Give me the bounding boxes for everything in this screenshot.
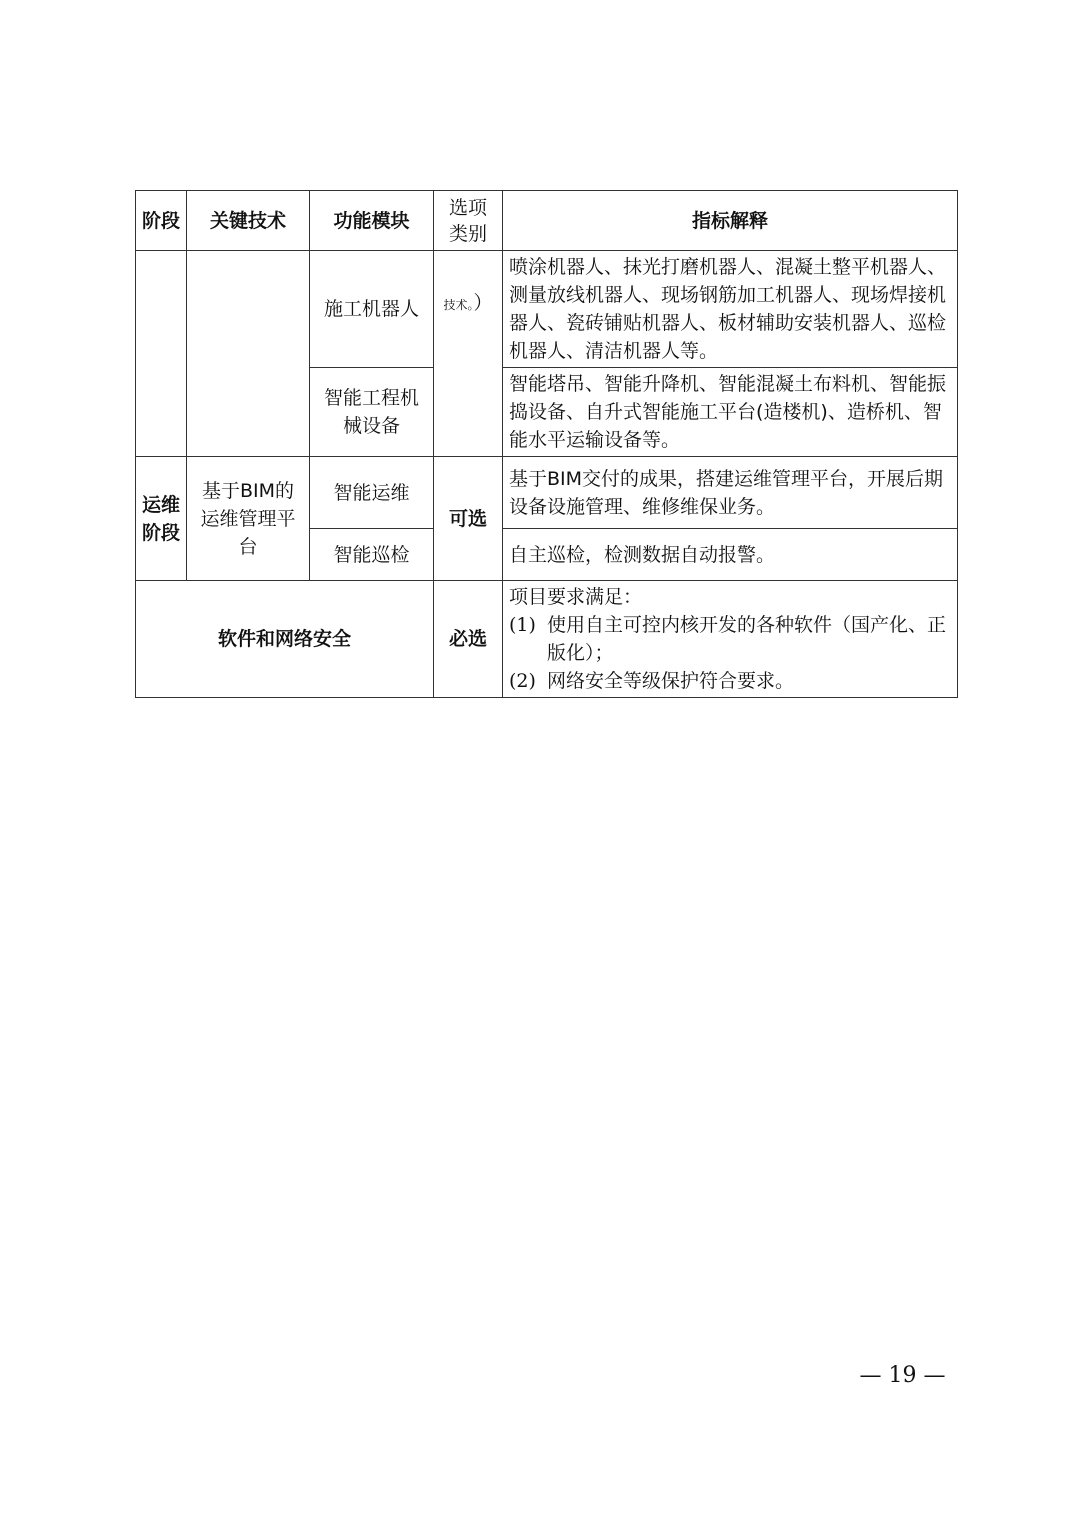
list-item-text: 网络安全等级保护符合要求。 bbox=[547, 670, 795, 692]
security-label: 软件和网络安全 bbox=[136, 581, 434, 698]
option-paren: ） bbox=[473, 292, 493, 314]
option-om: 可选 bbox=[434, 457, 503, 581]
explanation-om-2: 自主巡检，检测数据自动报警。 bbox=[503, 529, 958, 581]
module-robot: 施工机器人 bbox=[310, 251, 434, 368]
key-tech-om: 基于BIM的运维管理平台 bbox=[187, 457, 310, 581]
header-row bbox=[136, 191, 958, 251]
table-row-security bbox=[136, 581, 958, 698]
header-module: 功能模块 bbox=[310, 191, 434, 251]
option-cell-construction bbox=[434, 251, 503, 457]
list-item bbox=[509, 611, 951, 667]
header-stage: 阶段 bbox=[136, 191, 187, 251]
option-security: 必选 bbox=[434, 581, 503, 698]
explanation-security bbox=[503, 581, 958, 698]
stage-om: 运维阶段 bbox=[136, 457, 187, 581]
table-row-robot bbox=[136, 251, 958, 368]
module-om-1: 智能运维 bbox=[310, 457, 434, 529]
explanation-robot: 喷涂机器人、抹光打磨机器人、混凝土整平机器人、测量放线机器人、现场钢筋加工机器人、现场焊接机器人、瓷砖铺贴机器人、板材辅助安装机器人、巡检机器人、清洁机器人等。 bbox=[503, 251, 958, 368]
list-item-number: (2) bbox=[509, 670, 536, 692]
module-om-2: 智能巡检 bbox=[310, 529, 434, 581]
page-number: — 19 — bbox=[859, 1363, 946, 1388]
header-key-tech: 关键技术 bbox=[187, 191, 310, 251]
stage-cell-continued bbox=[136, 251, 187, 457]
list-item-text: 使用自主可控内核开发的各种软件（国产化、正版化）； bbox=[547, 614, 947, 664]
module-machinery: 智能工程机械设备 bbox=[310, 368, 434, 457]
explanation-machinery: 智能塔吊、智能升降机、智能混凝土布料机、智能振捣设备、自升式智能施工平台(造楼机)、造桥机、智能水平运输设备等。 bbox=[503, 368, 958, 457]
index-table bbox=[135, 190, 958, 698]
header-option-type: 选项类别 bbox=[434, 191, 503, 251]
option-note: 技术。 bbox=[443, 298, 474, 312]
list-item-number: (1) bbox=[509, 614, 536, 636]
table-row-om-1 bbox=[136, 457, 958, 529]
header-explanation: 指标解释 bbox=[503, 191, 958, 251]
list-item bbox=[509, 667, 951, 695]
explanation-om-1: 基于BIM交付的成果，搭建运维管理平台，开展后期设备设施管理、维修维保业务。 bbox=[503, 457, 958, 529]
key-tech-cell-continued bbox=[187, 251, 310, 457]
security-intro: 项目要求满足： bbox=[509, 586, 643, 608]
